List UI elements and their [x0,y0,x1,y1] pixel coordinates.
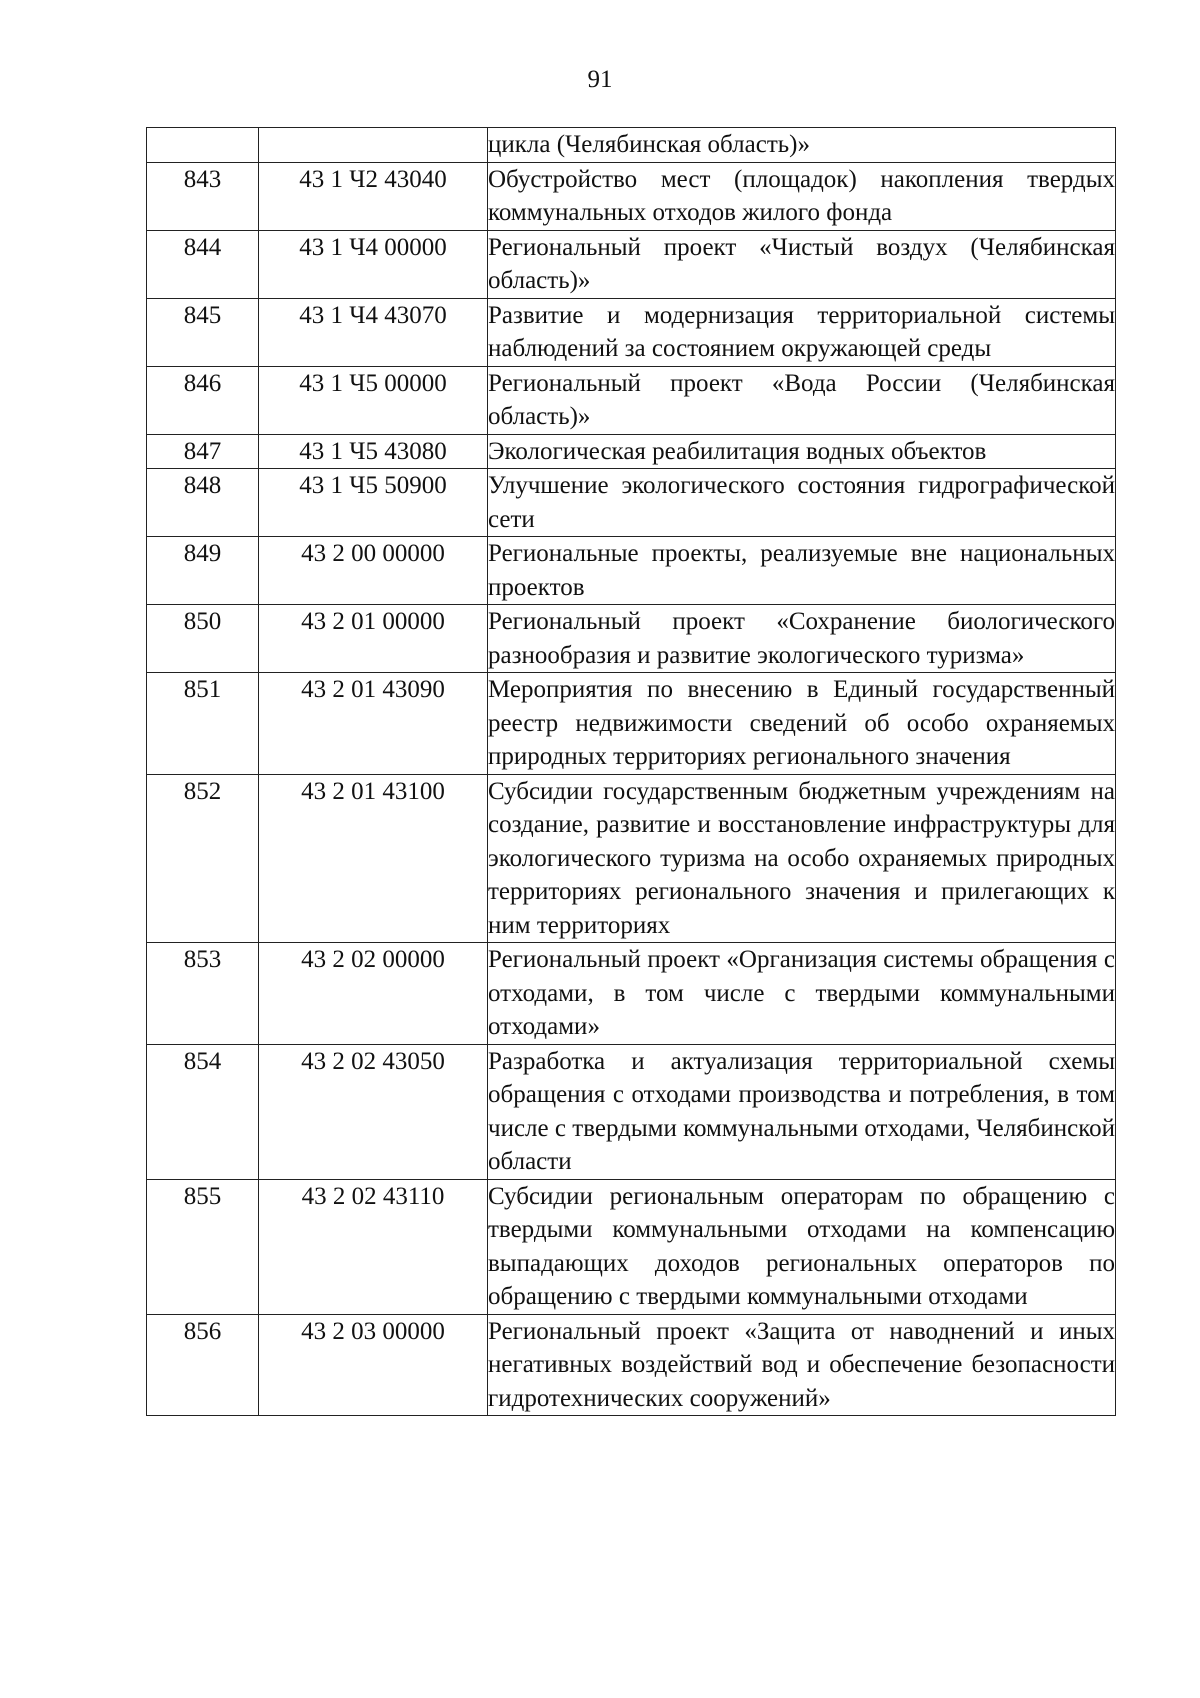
table-row [147,774,1116,943]
row-description: Региональный проект «Защита от наводнений и иных негативных воздействий вод и обеспечение безопасности гидротехнических сооружений» [488,1314,1116,1416]
table-row [147,128,1116,163]
row-number: 847 [147,434,259,469]
row-number: 846 [147,366,259,434]
row-description: Региональный проект «Чистый воздух (Челябинская область)» [488,230,1116,298]
table-row [147,298,1116,366]
row-description: Региональный проект «Вода России (Челябинская область)» [488,366,1116,434]
row-number: 850 [147,605,259,673]
target-code: 43 2 02 43110 [259,1179,488,1314]
row-number: 856 [147,1314,259,1416]
row-number [147,128,259,163]
table-row [147,1314,1116,1416]
target-code: 43 1 Ч4 43070 [259,298,488,366]
row-description: Экологическая реабилитация водных объектов [488,434,1116,469]
target-code: 43 2 01 43090 [259,673,488,775]
table-row [147,469,1116,537]
row-description: Региональные проекты, реализуемые вне национальных проектов [488,537,1116,605]
budget-classification-table [146,127,1116,1416]
table-row [147,230,1116,298]
table-row [147,673,1116,775]
row-number: 855 [147,1179,259,1314]
target-code: 43 1 Ч5 00000 [259,366,488,434]
row-number: 851 [147,673,259,775]
row-description: Обустройство мест (площадок) накопления твердых коммунальных отходов жилого фонда [488,162,1116,230]
row-number: 848 [147,469,259,537]
table-row [147,162,1116,230]
row-description: Субсидии региональным операторам по обращению с твердыми коммунальными отходами на компенсацию выпадающих доходов региональных операторов по обращению с твердыми коммунальными отходами [488,1179,1116,1314]
row-description: Развитие и модернизация территориальной системы наблюдений за состоянием окружающей среды [488,298,1116,366]
table-row [147,537,1116,605]
row-description: Мероприятия по внесению в Единый государственный реестр недвижимости сведений об особо охраняемых природных территориях регионального значения [488,673,1116,775]
table-row [147,434,1116,469]
row-number: 849 [147,537,259,605]
table-row [147,1179,1116,1314]
row-number: 843 [147,162,259,230]
row-number: 845 [147,298,259,366]
table-row [147,366,1116,434]
target-code: 43 2 02 00000 [259,943,488,1045]
page-number: 91 [587,66,613,93]
row-number: 844 [147,230,259,298]
target-code: 43 2 03 00000 [259,1314,488,1416]
target-code: 43 1 Ч5 43080 [259,434,488,469]
target-code [259,128,488,163]
row-description: Региональный проект «Организация системы обращения с отходами, в том числе с твердыми коммунальными отходами» [488,943,1116,1045]
row-number: 852 [147,774,259,943]
row-description: Улучшение экологического состояния гидрографической сети [488,469,1116,537]
target-code: 43 2 01 43100 [259,774,488,943]
row-number: 854 [147,1044,259,1179]
row-description: цикла (Челябинская область)» [488,128,1116,163]
row-description: Субсидии государственным бюджетным учреждениям на создание, развитие и восстановление инфраструктуры для экологического туризма на особо охраняемых природных территориях регионального значения и прилегающих к ним территориях [488,774,1116,943]
target-code: 43 2 00 00000 [259,537,488,605]
table-row [147,943,1116,1045]
row-description: Разработка и актуализация территориальной схемы обращения с отходами производства и потребления, в том числе с твердыми коммунальными отходами, Челябинской области [488,1044,1116,1179]
row-number: 853 [147,943,259,1045]
target-code: 43 2 01 00000 [259,605,488,673]
target-code: 43 1 Ч5 50900 [259,469,488,537]
table-row [147,1044,1116,1179]
target-code: 43 1 Ч4 00000 [259,230,488,298]
table-row [147,605,1116,673]
row-description: Региональный проект «Сохранение биологического разнообразия и развитие экологического туризма» [488,605,1116,673]
target-code: 43 1 Ч2 43040 [259,162,488,230]
target-code: 43 2 02 43050 [259,1044,488,1179]
